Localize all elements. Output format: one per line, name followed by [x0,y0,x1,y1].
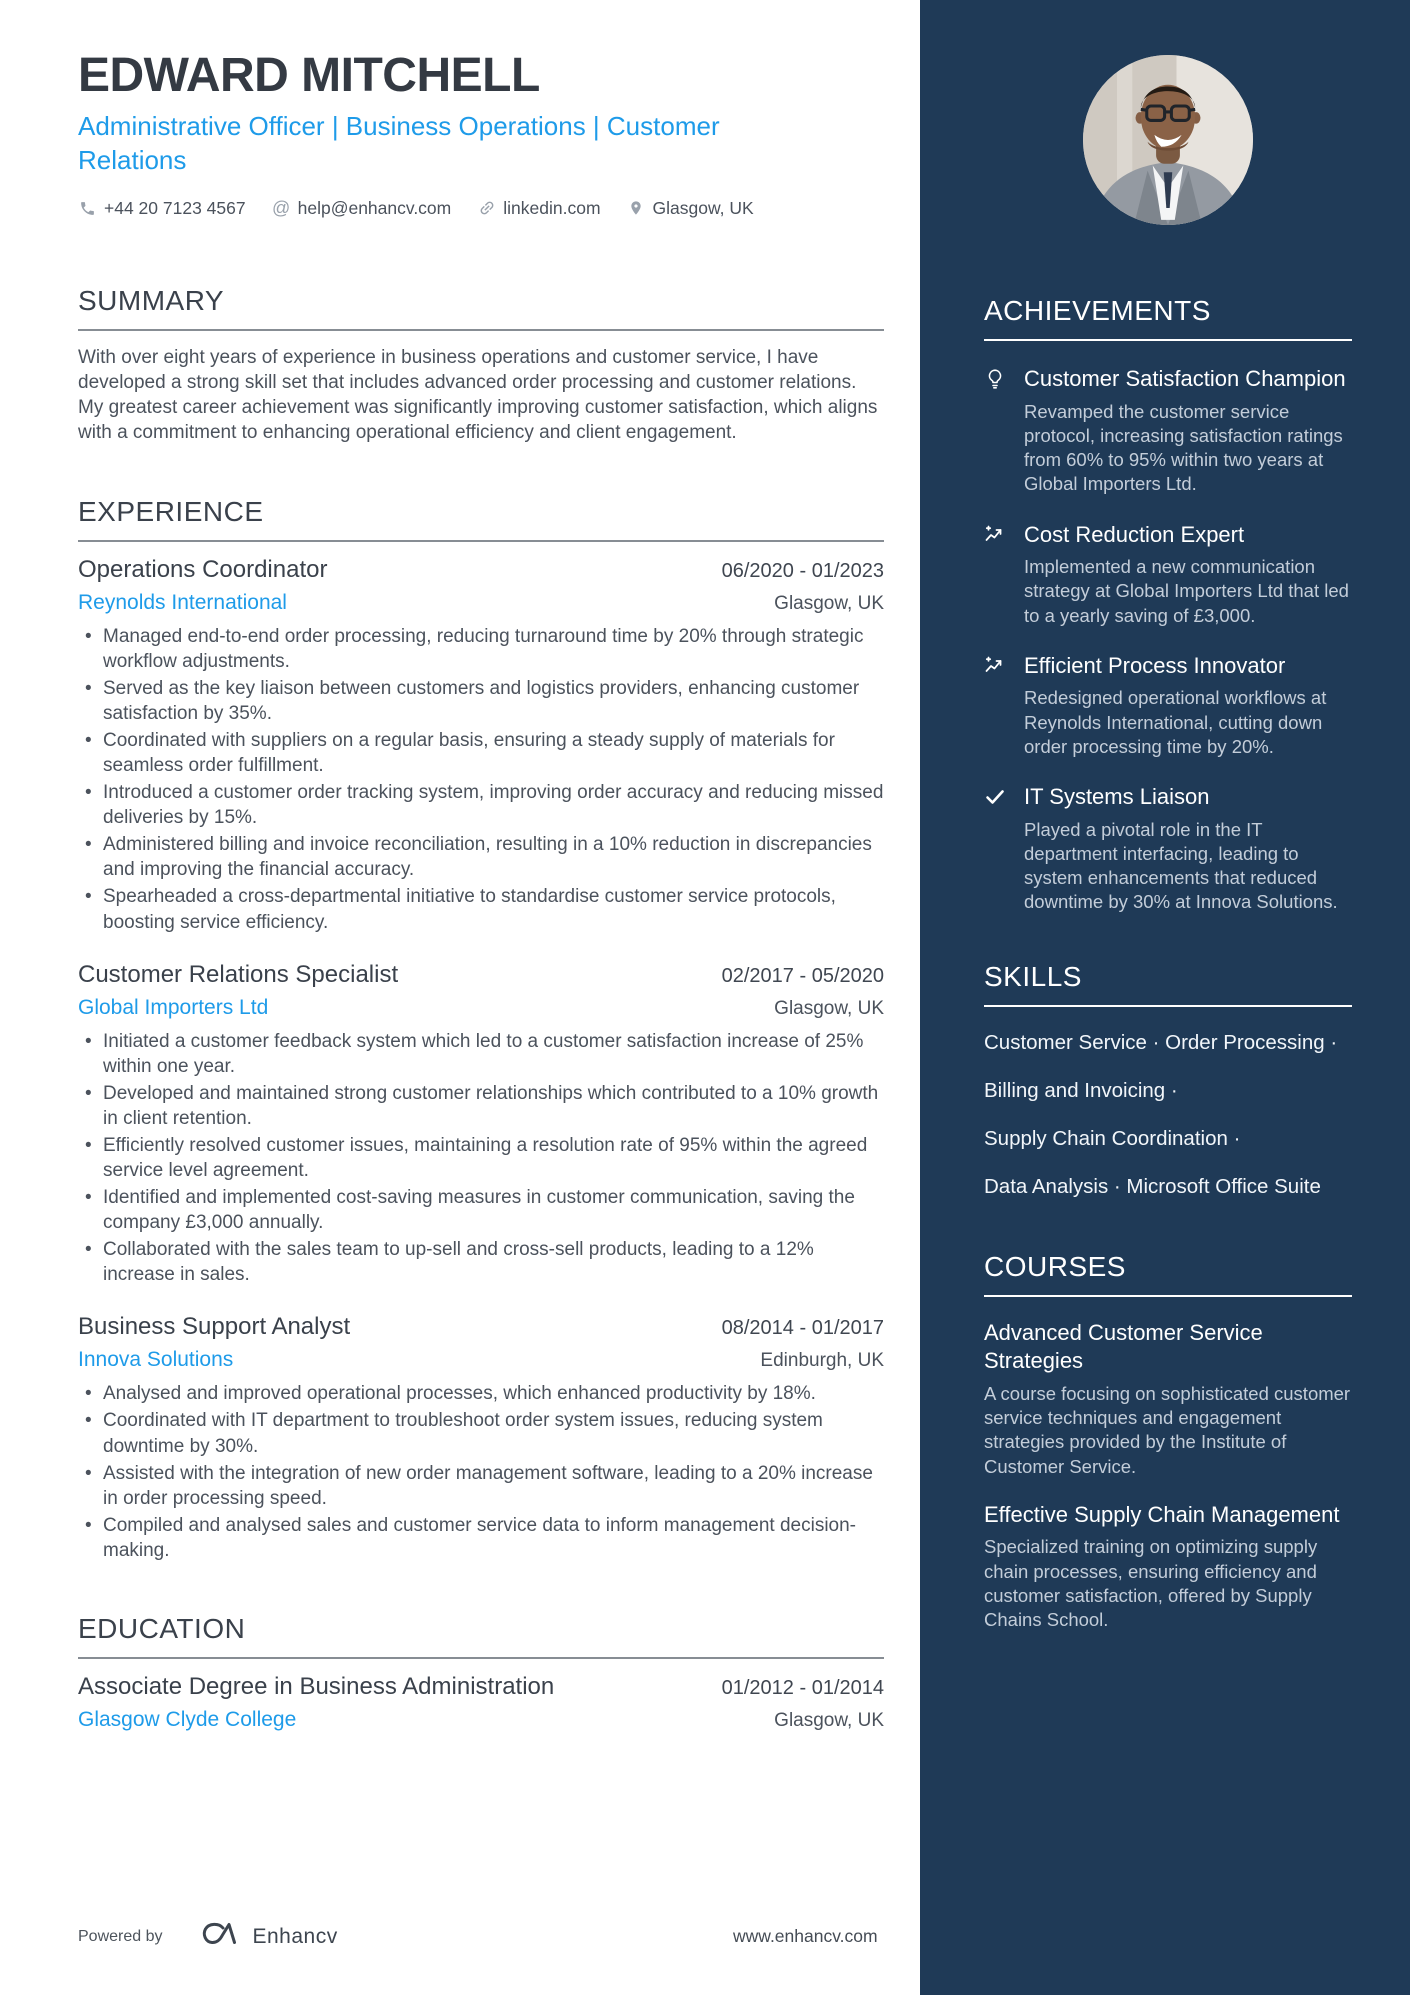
achievements-rule [984,339,1352,341]
job-bullet: • Initiated a customer feedback system which led to a customer satisfaction increase of 25% within one year. [78,1029,884,1079]
achievement-body [1024,783,1352,915]
job-bullet: • Collaborated with the sales team to up-sell and cross-sell products, leading to a 12% increase in sales. [78,1237,884,1287]
person-name: EDWARD MITCHELL [78,49,540,102]
achievement-title: IT Systems Liaison [1024,784,1210,810]
experience-heading: EXPERIENCE [78,495,264,527]
job-company: Innova Solutions [78,1348,234,1372]
achievement-text: Implemented a new communication strategy at Global Importers Ltd that led to a yearly saving of £3,000. [1024,556,1349,626]
job-title: Customer Relations Specialist [78,960,399,988]
achievement-item [984,783,1352,915]
skill-line: Customer Service · Order Processing · [984,1030,1338,1054]
contact-text: linkedin.com [503,197,601,218]
degree-head [78,1673,884,1701]
achievements-heading: ACHIEVEMENTS [984,295,1211,326]
job-bullet: • Spearheaded a cross-departmental initiative to standardise customer service protocols, boosting service efficiency. [78,884,884,934]
course-item [984,1501,1352,1633]
job-bullet: • Served as the key liaison between customers and logistics providers, enhancing customer satisfaction by 35%. [78,676,884,726]
job-bullets [78,1381,884,1563]
job-bullet: • Developed and maintained strong customer relationships which contributed to a 10% growth in client retention. [78,1081,884,1131]
achievement-item [984,521,1352,628]
job-bullet: • Compiled and analysed sales and customer service data to inform management decision-making. [78,1513,884,1563]
powered-by-label: Powered by [78,1928,163,1945]
enhancv-wordmark: Enhancv [252,1925,338,1948]
courses-heading: COURSES [984,1250,1126,1282]
contact-text: +44 20 7123 4567 [104,197,246,218]
education-heading: EDUCATION [78,1612,246,1644]
achievement-item [984,365,1352,497]
contact-location [627,198,754,219]
job-entry [78,556,884,935]
degree-dates: 01/2012 - 01/2014 [721,1676,884,1699]
experience-rule [78,540,884,542]
course-title: Effective Supply Chain Management [984,1501,1340,1527]
trend-up-icon [984,652,1008,759]
achievement-item [984,652,1352,759]
achievement-body [1024,521,1352,628]
course-item [984,1319,1352,1479]
degree-entry [78,1673,884,1732]
skills-heading: SKILLS [984,960,1082,992]
job-entry [78,1313,884,1563]
job-title: Operations Coordinator [78,555,328,583]
job-bullets [78,624,884,935]
skills-list [984,1031,1352,1199]
sidebar [920,0,1410,1995]
job-location: Glasgow, UK [774,997,884,1019]
profile-photo [1083,55,1253,225]
courses-rule [984,1295,1352,1297]
skill-line: Data Analysis · Microsoft Office Suite [984,1174,1321,1198]
achievement-title: Customer Satisfaction Champion [1024,366,1346,391]
skills-rule [984,1005,1352,1007]
job-dates: 02/2017 - 05/2020 [721,964,884,987]
experience-list [78,556,884,1563]
job-head [78,556,884,584]
degree-location: Glasgow, UK [774,1709,884,1731]
degree-title: Associate Degree in Business Administration [78,1672,555,1700]
job-bullet: • Assisted with the integration of new order management software, leading to a 20% increase in order processing speed. [78,1461,884,1511]
job-bullet: • Introduced a customer order tracking system, improving order accuracy and reducing missed deliveries by 15%. [78,780,884,830]
contact-text: help@enhancv.com [297,197,452,218]
summary-rule [78,329,884,331]
achievements-list [984,365,1352,915]
degree-sub [78,1708,884,1732]
trend-up-icon [984,521,1008,628]
course-title: Advanced Customer Service Strategies [984,1319,1263,1374]
link-icon [477,199,496,218]
location-icon [627,199,646,218]
enhancv-site-link[interactable]: www.enhancv.com [733,1926,878,1946]
achievement-title: Efficient Process Innovator [1024,652,1286,678]
job-head [78,1313,884,1341]
contact-link[interactable] [477,198,600,219]
job-title: Business Support Analyst [78,1313,351,1341]
job-dates: 08/2014 - 01/2017 [721,1317,884,1340]
contact-at[interactable] [272,198,452,219]
achievement-text: Revamped the customer service protocol, increasing satisfaction ratings from 60% to 95% within two years at Global Importers Ltd. [1024,400,1343,495]
job-company: Reynolds International [78,590,287,614]
job-bullet: • Analysed and improved operational processes, which enhanced productivity by 18%. [78,1381,884,1406]
achievement-text: Played a pivotal role in the IT department interfacing, leading to system enhancements that reduced downtime by 30% at Innova Solutions. [1024,818,1338,913]
achievement-text: Redesigned operational workflows at Reynolds International, cutting down order processing time by 20%. [1024,687,1327,757]
job-head [78,961,884,989]
job-company: Global Importers Ltd [78,995,269,1019]
enhancv-logo-icon [201,1921,241,1953]
at-icon: @ [271,198,291,219]
contact-row [78,198,884,219]
lightbulb-icon [984,365,1008,497]
job-bullet: • Identified and implemented cost-saving measures in customer communication, saving the company £3,000 annually. [78,1185,884,1235]
job-bullet: • Efficiently resolved customer issues, maintaining a resolution rate of 95% within the agreed service level agreement. [78,1133,884,1183]
achievement-title: Cost Reduction Expert [1024,521,1245,547]
education-list [78,1673,884,1732]
person-headline: Administrative Officer | Business Operations | Customer Relations [78,111,720,175]
course-text: Specialized training on optimizing supply chain processes, ensuring efficiency and customer satisfaction, offered by Supply Chains School. [984,1536,1318,1631]
check-icon [984,783,1008,915]
summary-text: With over eight years of experience in business operations and customer service, I have developed a strong skill set that includes advanced order processing and customer relations. My greatest career achievement was significantly improving customer satisfaction, which aligns with a commitment to enhancing operational efficiency and client engagement. [78,346,878,444]
job-dates: 06/2020 - 01/2023 [721,559,884,582]
footer-branding [78,1921,338,1953]
phone-icon [78,199,97,218]
job-sub [78,591,884,615]
course-text: A course focusing on sophisticated customer service techniques and engagement strategies provided by the Institute of Customer Service. [984,1382,1351,1477]
education-rule [78,1657,884,1659]
job-location: Edinburgh, UK [760,1350,884,1372]
job-bullet: • Administered billing and invoice reconciliation, resulting in a 10% reduction in discrepancies and improving the financial accuracy. [78,832,884,882]
job-bullet: • Coordinated with suppliers on a regular basis, ensuring a steady supply of materials for seamless order fulfillment. [78,728,884,778]
job-entry [78,961,884,1288]
skill-line: Supply Chain Coordination · [984,1126,1241,1150]
job-bullet: • Coordinated with IT department to troubleshoot order system issues, reducing system downtime by 30%. [78,1408,884,1458]
skill-line: Billing and Invoicing · [984,1078,1178,1102]
summary-heading: SUMMARY [78,284,225,316]
job-bullet: • Managed end-to-end order processing, reducing turnaround time by 20% through strategic workflow adjustments. [78,624,884,674]
avatar-illustration [1083,55,1253,225]
degree-school: Glasgow Clyde College [78,1707,297,1731]
achievement-body [1024,365,1352,497]
job-sub [78,996,884,1020]
courses-list [984,1319,1352,1633]
job-sub [78,1348,884,1372]
job-location: Glasgow, UK [774,592,884,614]
contact-text: Glasgow, UK [652,197,754,218]
job-bullets [78,1029,884,1288]
achievement-body [1024,652,1352,759]
contact-phone [78,198,246,219]
